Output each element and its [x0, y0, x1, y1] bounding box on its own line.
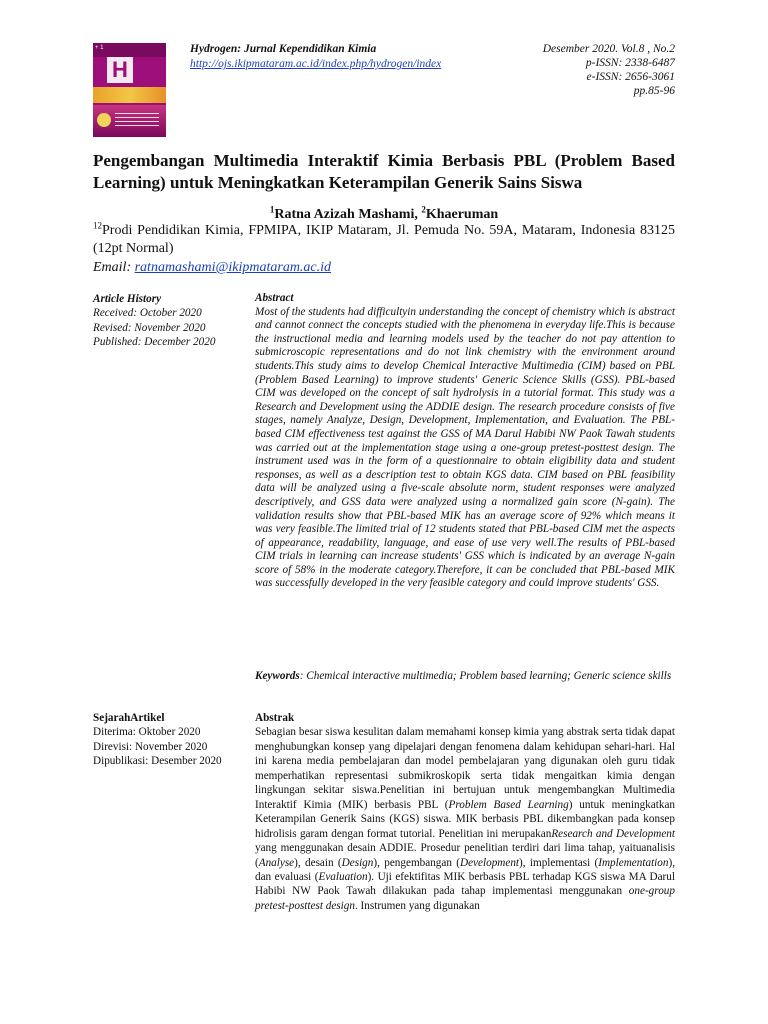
keywords-label: Keywords — [255, 670, 300, 682]
abstrak-text-9: . Instrumen yang digunakan — [354, 899, 480, 912]
dipublikasi-date: Dipublikasi: Desember 2020 — [93, 755, 222, 768]
abstract-text: Most of the students had difficultyin understanding the concept of chemistry which is abstract and cannot connect the concepts studied with the phenomena in everyday life.This is because the instructional media and learning models used by the teacher do not pay attention to submicroscopic representations and do not link chemistry with the environment around students.This study aims to develop Chemical Interactive Multimedia (CIM) based on PBL (Problem Based Learning) to improve students' Generic Science Skills (GSS). PBL-based CIM was developed on the concept of salt hydrolysis in a tutorial format. This study was a Research and Development using the ADDIE design. The research procedure consists of five stages, namely Analyze, Design, Development, Implementation, and Evaluation. The PBL-based CIM effectiveness test against the GSS of MA Darul Habibi NW Paok Tawah students was carried out at the implementation stage using a one-group pretest-posttest design. The instrument used was in the form of a questionnaire to obtain eligibility data and student responses, as well as a description test to obtain KGS data. CIM based on PBL feasibility data will be analyzed using a five-scale absolute norm, student responses were analyzed descriptively, and GSS data were analyzed using a normalized gain score (N-gain). The validation results show that PBL-based MIK has an average score of 92% which means it was very feasible.The limited trial of 12 students stated that PBL-based CIM met the aspects of appearance, readability, language, and ease of use very well.The results of PBL-based CIM trials in learning can increase students' GSS which is indicated by an average N-gain score of 58% in the moderate category.Therefore, it can be concluded that PBL-based MIK was successfully developed in the very feasible category and could improve students' GSS. — [255, 305, 675, 590]
journal-header-left — [190, 42, 441, 72]
author2-sup: 2 — [421, 204, 426, 215]
affiliation-sup: 12 — [93, 220, 102, 231]
abstrak-italic-3: Analyse — [258, 856, 295, 869]
keywords-text: : Chemical interactive multimedia; Problem based learning; Generic science skills — [299, 670, 672, 682]
article-history-en — [93, 292, 243, 350]
abstrak-italic-4: Design — [341, 856, 374, 869]
issue-info: Desember 2020. Vol.8 , No.2 — [542, 43, 675, 55]
author2-name: Khaeruman — [425, 207, 499, 222]
email-line — [93, 259, 331, 277]
affiliation-text: Prodi Pendidikan Kimia, FPMIPA, IKIP Mataram, Jl. Pemuda No. 59A, Mataram, Indonesia 83125 (12pt Normal) — [93, 223, 675, 256]
published-date: Published: December 2020 — [93, 336, 216, 349]
affiliation — [93, 222, 675, 258]
email-label: Email: — [93, 260, 135, 275]
cover-seal-icon — [97, 113, 111, 127]
abstract-en — [255, 292, 675, 591]
abstract-id — [255, 711, 675, 913]
abstrak-text-6: ), implementasi ( — [519, 856, 599, 869]
journal-name: Hydrogen: Jurnal Kependidikan Kimia — [190, 43, 377, 55]
abstrak-text-7: ), dan evaluasi ( — [255, 856, 675, 883]
keywords — [255, 670, 675, 684]
cover-text-lines — [115, 113, 159, 129]
email-link[interactable]: ratnamashami@ikipmataram.ac.id — [134, 260, 332, 275]
abstrak-italic-5: Development — [460, 856, 520, 869]
direvisi-date: Direvisi: November 2020 — [93, 740, 208, 753]
abstrak-italic-8: one-group pretest-posttest design — [255, 885, 675, 912]
author1-name: Ratna Azizah Mashami, — [274, 207, 422, 222]
abstrak-text-3: yang menggunakan desain ADDIE. Prosedur penelitian terdiri dari lima tahap, yaituanalisis ( — [255, 842, 675, 869]
abstrak-italic-6: Implementation — [598, 856, 669, 869]
abstrak-text-8: ). Uji efektifitas MIK berbasis PBL terhadap KGS siswa MA Darul Habibi NW Paok Tawah dilakukan pada tahap implementasi menggunakan — [255, 870, 675, 898]
cover-logo-superscript: + 1 — [95, 45, 104, 51]
hydrogen-logo-icon: H — [107, 57, 133, 83]
received-date: Received: October 2020 — [93, 307, 202, 320]
abstrak-text-5: ), pengembangan ( — [373, 856, 461, 869]
page-range: pp.85-96 — [633, 85, 675, 97]
author1-sup: 1 — [269, 204, 275, 215]
abstrak-italic-2: Research and Development — [551, 827, 675, 840]
paper-title: Pengembangan Multimedia Interaktif Kimia Berbasis PBL (Problem Based Learning) untuk Meningkatkan Keterampilan Generik Sains Siswa — [93, 151, 675, 192]
abstrak-text-2: ) untuk meningkatkan Keterampilan Generik Sains (KGS) siswa. MIK berbasis PBL dikembangkan pada konsep hidrolisis garam dengan format tutorial. Penelitian ini merupakan — [255, 798, 676, 840]
abstrak-italic-7: Evaluation — [318, 870, 368, 883]
sejarah-artikel-heading: SejarahArtikel — [93, 712, 165, 724]
abstrak-text-1: Sebagian besar siswa kesulitan dalam memahami konsep kimia yang abstrak serta tidak dapat menghubungkan konsep yang dipelajari dengan fenomena dalam kehidupan sehari-hari. Hal ini karena media pembelajaran dan model pembelajaran yang digunakan oleh guru tidak memperhatikan representasi submikroskopik serta tidak mengaitkan kimia dengan lingkungan sekitar siswa.Penelitian ini bertujuan untuk mengembangkan Multimedia Interaktif Kimia (MIK) berbasis PBL ( — [255, 726, 675, 811]
cover-title-band — [93, 87, 166, 103]
journal-header-right — [543, 42, 675, 98]
abstrak-text-4: ), desain ( — [294, 856, 342, 869]
abstract-heading: Abstract — [255, 292, 294, 304]
p-issn: p-ISSN: 2338-6487 — [585, 57, 675, 69]
diterima-date: Diterima: Oktober 2020 — [93, 726, 201, 739]
revised-date: Revised: November 2020 — [93, 321, 206, 334]
journal-url-link[interactable]: http://ojs.ikipmataram.ac.id/index.php/hydrogen/index — [190, 58, 442, 70]
article-history-heading: Article History — [93, 293, 162, 305]
article-history-id — [93, 711, 253, 769]
journal-cover-image — [93, 43, 166, 137]
abstrak-italic-1: Problem Based Learning — [448, 798, 569, 811]
e-issn: e-ISSN: 2656-3061 — [586, 71, 675, 83]
abstrak-heading: Abstrak — [255, 712, 295, 724]
